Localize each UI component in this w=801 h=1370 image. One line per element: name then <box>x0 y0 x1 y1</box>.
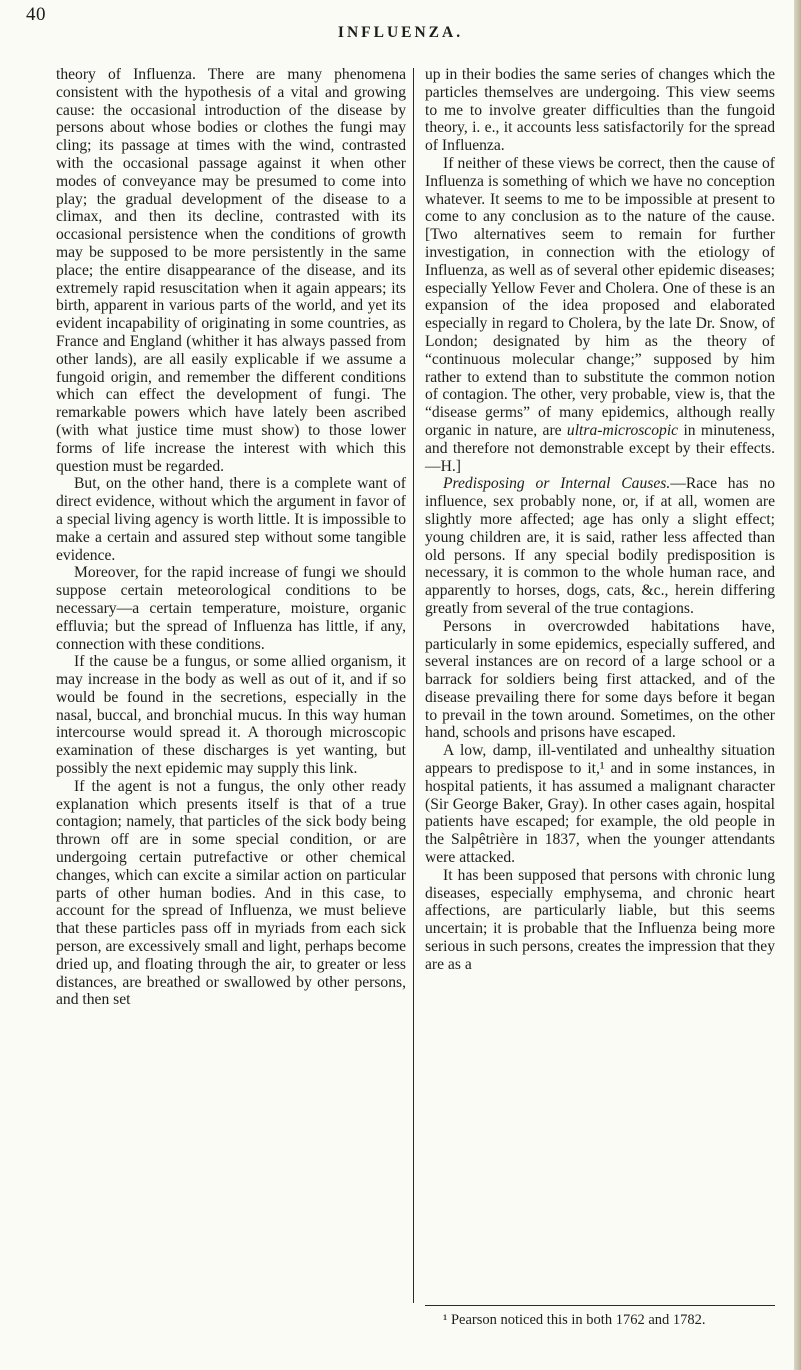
right-paragraph-1: up in their bodies the same series of changes which the particles themselves are undergoing. This view seems to me to involve greater difficulties than the fungoid theory, i. e., it accounts less satisfactorily for the spread of Influenza. <box>425 66 775 155</box>
footnote: ¹ Pearson noticed this in both 1762 and 1782. <box>443 1312 706 1328</box>
right-column <box>425 66 775 974</box>
right-paragraph-2-text-a: If neither of these views be correct, then the cause of Influenza is something of which we have no conception whatever. It seems to me to be impossible at present to come to any conclusion as to the nature of the cause. [Two alternatives seem to remain for further investigation, in connection with the etiology of Influenza, as well as of several other epidemic diseases; especially Yellow Fever and Cholera. One of these is an expansion of the idea proposed and elaborated especially in regard to Cholera, by the late Dr. Snow, of London; designated by him as the theory of “continuous molecular change;” supposed by him rather to extend than to substitute the common notion of contagion. The other, very probable, view is, that the “disease germs” of many epidemics, although really organic in nature, are <box>425 154 775 439</box>
right-paragraph-2-text-b: in minuteness, and therefore not demonstrable except by their effects.—H.] <box>425 421 775 475</box>
right-paragraph-3 <box>425 475 775 617</box>
right-paragraph-2 <box>425 155 775 475</box>
right-paragraph-6: It has been supposed that persons with chronic lung diseases, especially emphysema, and chronic heart affections, are particularly liable, but this seems uncertain; it is probable that the Influenza being more serious in such persons, creates the impression that they are as a <box>425 866 775 973</box>
left-column <box>56 66 406 1009</box>
left-paragraph-2: But, on the other hand, there is a complete want of direct evidence, without which the argument in favor of a special living agency is worth little. It is impossible to make a certain and assured step without some tangible evidence. <box>56 475 406 564</box>
left-paragraph-4: If the cause be a fungus, or some allied organism, it may increase in the body as well as out of it, and if so would be found in the secretions, especially in the nasal, buccal, and bronchial mucus. In this way human intercourse would spread it. A thorough microscopic examination of these discharges is yet wanting, but possibly the next epidemic may supply this link. <box>56 653 406 778</box>
left-paragraph-3: Moreover, for the rapid increase of fungi we should suppose certain meteorological conditions to be necessary—a certain temperature, moisture, organic effluvia; but the spread of Influenza has little, if any, connection with these conditions. <box>56 564 406 653</box>
section-heading-predisposing: Predisposing or Internal Causes. <box>443 475 671 493</box>
left-paragraph-5: If the agent is not a fungus, the only other ready explanation which presents itself is that of a true contagion; namely, that particles of the sick body being thrown off are in some special condition, or are undergoing certain putrefactive or other chemical changes, which can excite a similar action on particular parts of other human bodies. And in this case, to account for the spread of Influenza, we must believe that these particles pass off in myriads from each sick person, are excessively small and light, perhaps become dried up, and floating through the air, to greater or less distances, are breathed or swallowed by other persons, and then set <box>56 777 406 1009</box>
footnote-rule <box>425 1305 775 1306</box>
right-paragraph-5: A low, damp, ill-ventilated and unhealthy situation appears to predispose to it,¹ and in some instances, in hospital patients, it has assumed a malignant character (Sir George Baker, Gray). In other cases again, hospital patients have escaped; for example, the old people in the Salpêtrière in 1837, when the younger attendants were attacked. <box>425 742 775 867</box>
page-edge-shadow <box>794 0 801 1370</box>
column-divider <box>413 68 414 1303</box>
right-paragraph-3-body: —Race has no influence, sex probably none, or, if at all, women are slightly more affected; age has only a slight effect; young children are, it is said, rather less affected than old persons. If any special bodily predisposition is necessary, it is common to the whole human race, and apparently to horses, dogs, cats, &c., herein differing greatly from several of the true contagions. <box>425 475 776 617</box>
page-number: 40 <box>26 4 46 25</box>
right-paragraph-4: Persons in overcrowded habitations have, particularly in some epidemics, especially suffered, and several instances are on record of a large school or a barrack for soldiers being first attacked, and of the disease prevailing there for some days before it began to prevail in the town around. Sometimes, on the other hand, schools and prisons have escaped. <box>425 617 775 742</box>
left-paragraph-1: theory of Influenza. There are many phenomena consistent with the hypothesis of a vital and growing cause: the occasional introduction of the disease by persons about whose bodies or clothes the fungi may cling; its passage at times with the wind, contrasted with the occasional passage against it when other modes of conveyance may be presumed to come into play; the gradual development of the disease to a climax, and then its decline, contrasted with its occasional persistence when the conditions of growth may be supposed to be more persistently in the same place; the entire disappearance of the disease, and its extremely rapid resuscitation when it again appears; its birth, apparent in various parts of the world, and yet its evident incapability of originating in some countries, as France and England (whither it has always passed from other lands), are all easily explicable if we assume a fungoid origin, and remember the different conditions which can effect the development of fungi. The remarkable powers which have lately been ascribed (with what justice time must show) to those lower forms of life increase the interest with which this question must be regarded. <box>56 66 406 475</box>
running-title: INFLUENZA. <box>337 24 464 41</box>
right-paragraph-2-italic: ultra-microscopic <box>566 421 679 439</box>
